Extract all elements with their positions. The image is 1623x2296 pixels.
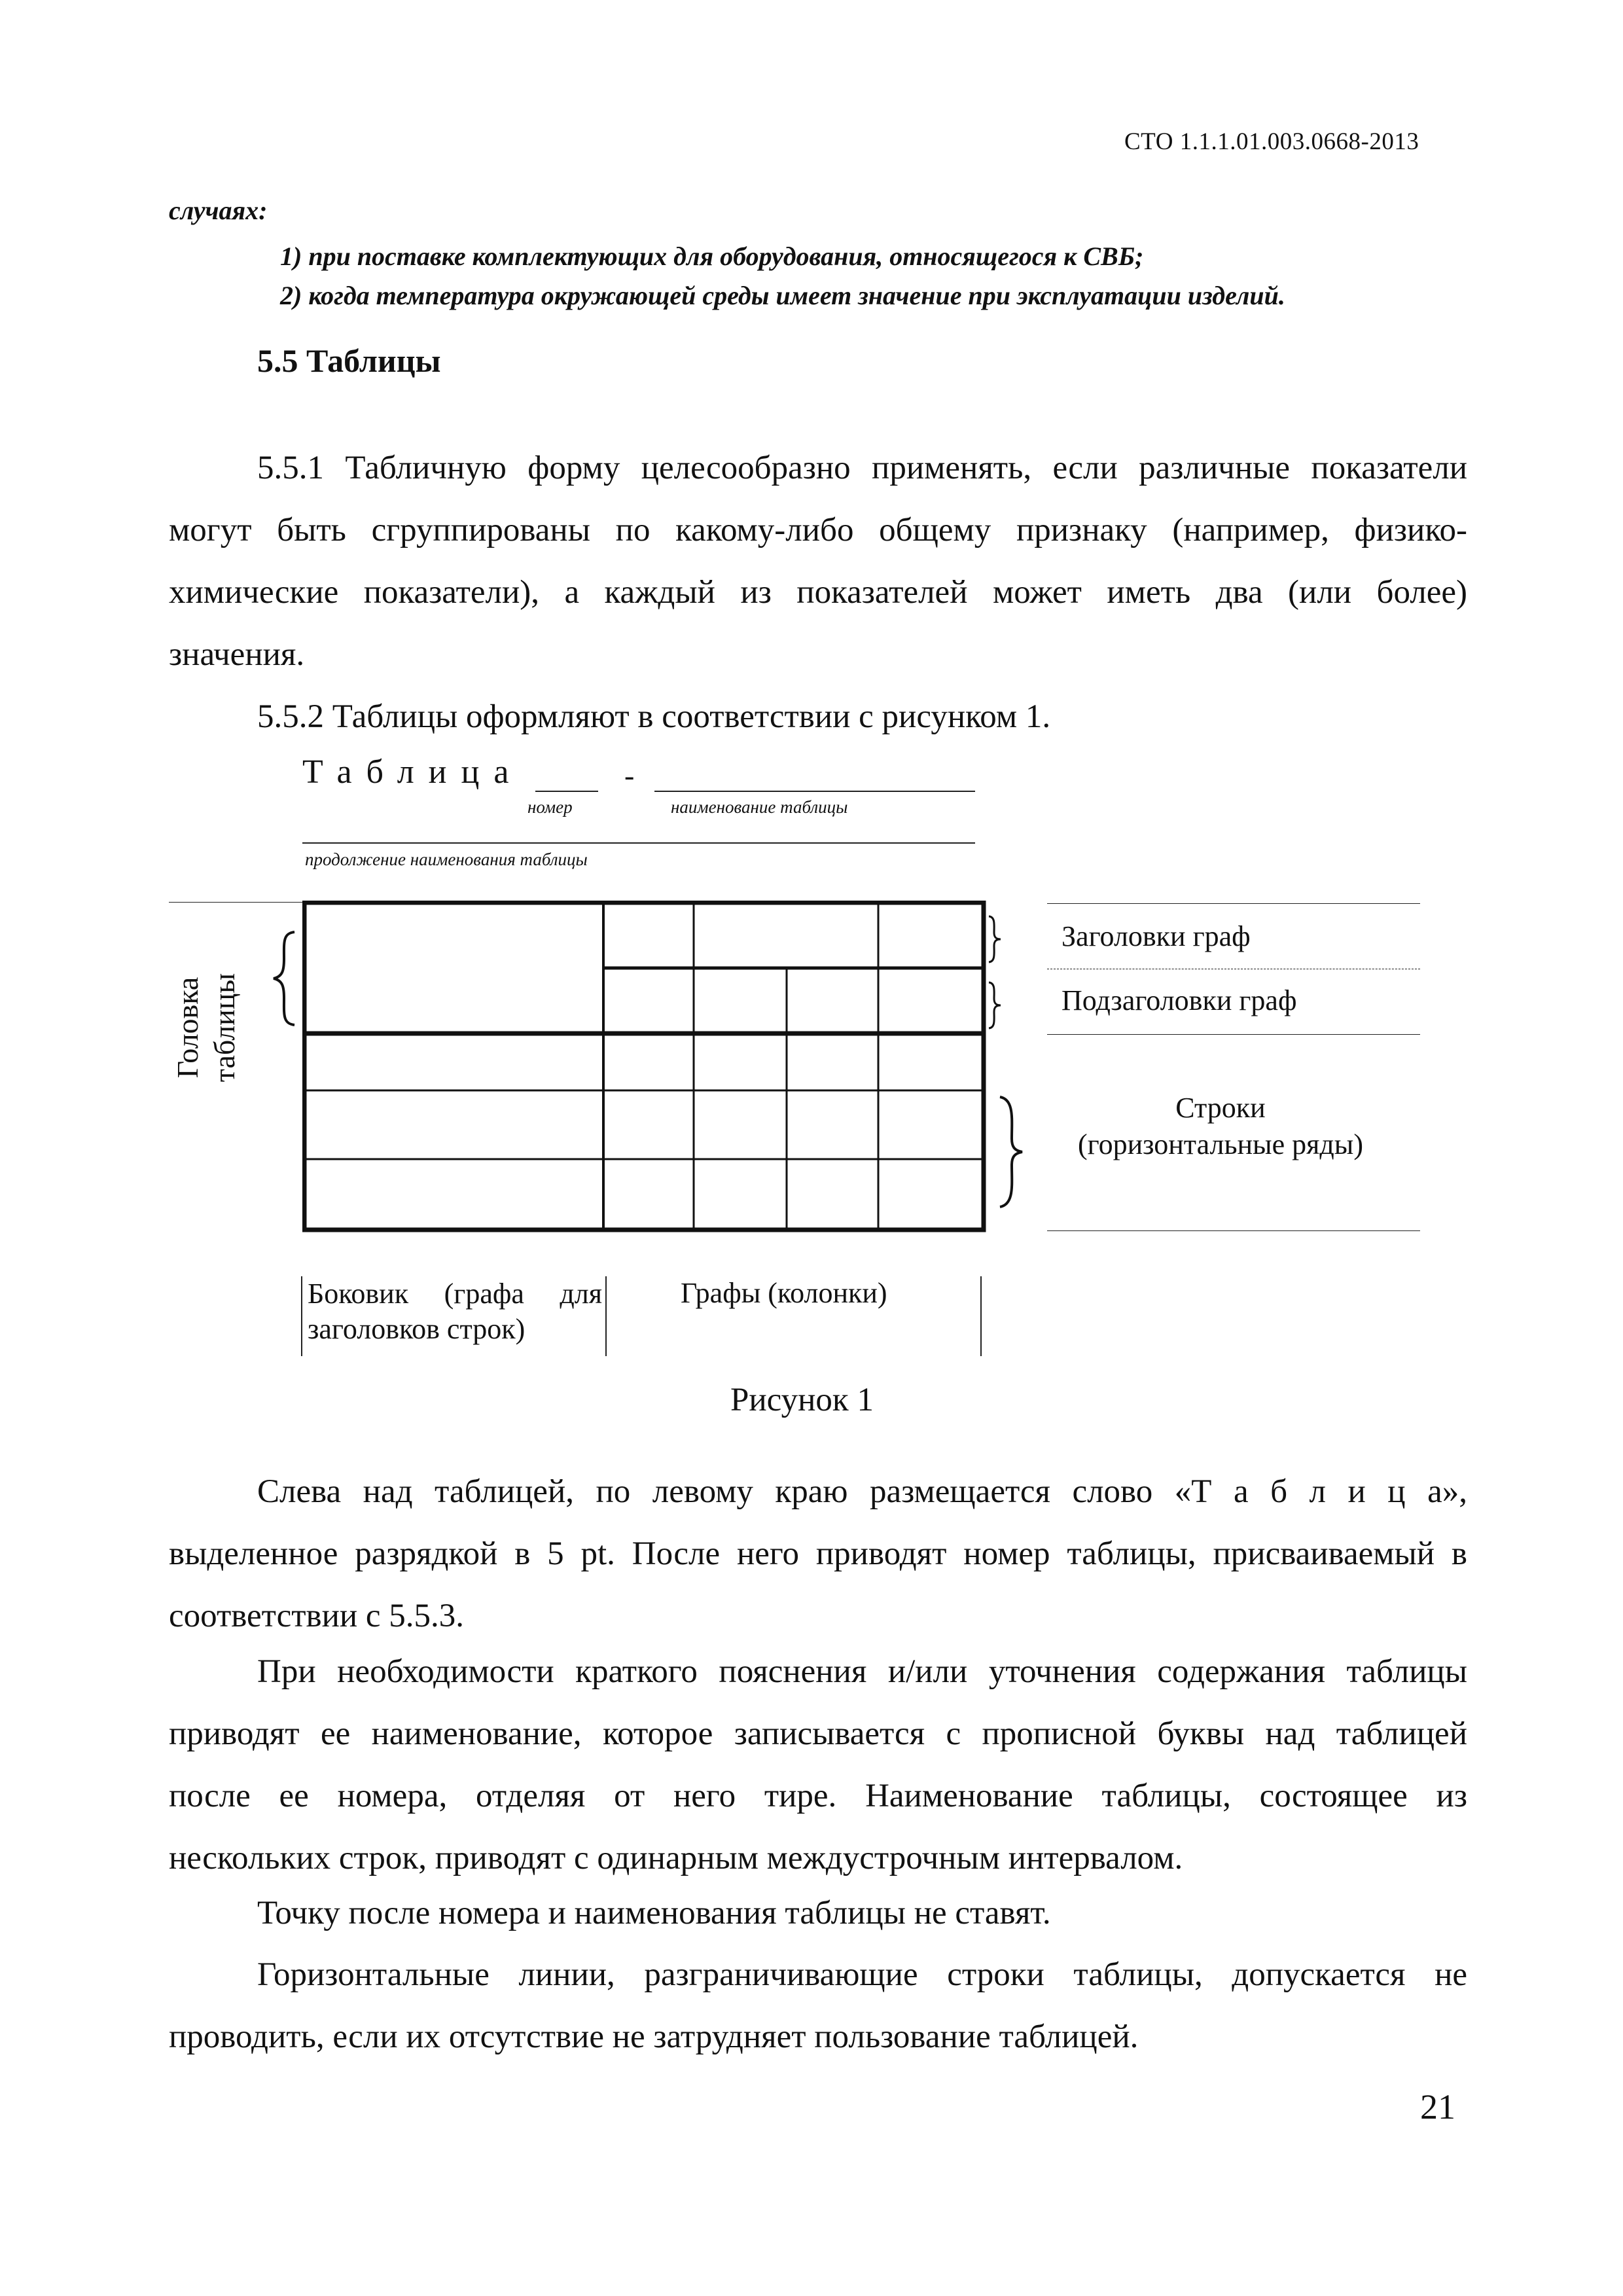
table-word: Таблица — [302, 753, 524, 791]
column-headers-label: Заголовки граф — [1061, 920, 1251, 952]
text-line: Горизонтальные линии, разграничивающие строки таблицы, допускается не — [257, 1956, 1467, 1993]
text-line: приводят ее наименование, которое записывается с прописной буквы над таблицей — [169, 1715, 1467, 1752]
rows-label — [1047, 1090, 1394, 1163]
right-rule-bottom — [1047, 1230, 1420, 1231]
stub-label-line-2: заголовков строк) — [308, 1313, 526, 1345]
paragraph-horizontal-lines — [169, 1944, 1467, 2068]
rows-label-line-2: (горизонтальные ряды) — [1077, 1128, 1363, 1160]
paragraph-table-name — [169, 1641, 1467, 1890]
title-dash: - — [624, 759, 635, 792]
document-code: СТО 1.1.1.01.003.0668-2013 — [1124, 128, 1419, 155]
text-line: после ее номера, отделяя от него тире. Наименование таблицы, состоящее из — [169, 1778, 1467, 1814]
text-line: соответствии с 5.5.3. — [169, 1598, 465, 1634]
right-rule-sub — [1047, 1034, 1420, 1035]
columns-label: Графы (колонки) — [681, 1277, 887, 1309]
text-line: значения. — [169, 636, 305, 673]
number-label: номер — [527, 797, 573, 817]
columns-bracket-right — [980, 1276, 982, 1356]
continuation-line — [302, 842, 975, 844]
text-line: проводить, если их отсутствие не затрудняет пользование таблицей. — [169, 2018, 1139, 2055]
name-blank-line — [654, 791, 975, 792]
stub-label-line-1: Боковик (графа для — [308, 1278, 602, 1310]
right-rule-top — [1047, 903, 1420, 904]
paragraph-no-dot: Точку после номера и наименования таблицы не ставят. — [257, 1895, 1051, 1931]
case-item-2: 2) когда температура окружающей среды имеет значение при эксплуатации изделий. — [280, 281, 1285, 310]
page-number: 21 — [1420, 2087, 1455, 2126]
text-line: нескольких строк, приводят с одинарным междустрочным интервалом. — [169, 1840, 1183, 1876]
text-line: Слева над таблицей, по левому краю размещается слово «Т а б л и ц а», — [257, 1473, 1467, 1510]
text-line: химические показатели), а каждый из показателей может иметь два (или более) — [169, 574, 1467, 611]
text-line: выделенное разрядкой в 5 pt. После него приводят номер таблицы, присваиваемый в — [169, 1535, 1467, 1572]
figure-caption: Рисунок 1 — [730, 1382, 874, 1418]
head-label — [169, 942, 243, 1113]
column-subheaders-label: Подзаголовки граф — [1061, 984, 1297, 1016]
head-label-line-2: таблицы — [207, 973, 241, 1083]
number-blank-line — [535, 791, 598, 792]
cases-word: случаях: — [169, 196, 268, 225]
paragraph-table-word — [169, 1461, 1467, 1647]
subheaders-brace-icon — [985, 979, 1005, 1031]
continuation-label: продолжение наименования таблицы — [305, 850, 588, 869]
text-line: При необходимости краткого пояснения и/или уточнения содержания таблицы — [257, 1653, 1467, 1690]
rows-label-line-1: Строки — [1175, 1092, 1266, 1124]
table-diagram — [302, 901, 990, 1233]
section-heading: 5.5 Таблицы — [257, 342, 441, 379]
stub-label — [308, 1276, 602, 1347]
left-rule — [169, 902, 303, 903]
head-brace-icon — [268, 929, 301, 1028]
name-label: наименование таблицы — [671, 797, 848, 817]
case-item-1: 1) при поставке комплектующих для оборудования, относящегося к СВБ; — [280, 242, 1144, 271]
paragraph-5-5-2: 5.5.2 Таблицы оформляют в соответствии с рисунком 1. — [257, 698, 1051, 735]
head-label-line-1: Головка — [171, 977, 204, 1079]
text-line: могут быть сгруппированы по какому-либо общему признаку (например, физико- — [169, 512, 1467, 548]
headers-brace-icon — [985, 913, 1005, 965]
stub-bracket-left — [301, 1276, 302, 1356]
text-line: 5.5.1 Табличную форму целесообразно применять, если различные показатели — [257, 450, 1467, 486]
stub-bracket-right — [605, 1276, 607, 1356]
rows-brace-icon — [995, 1093, 1027, 1211]
